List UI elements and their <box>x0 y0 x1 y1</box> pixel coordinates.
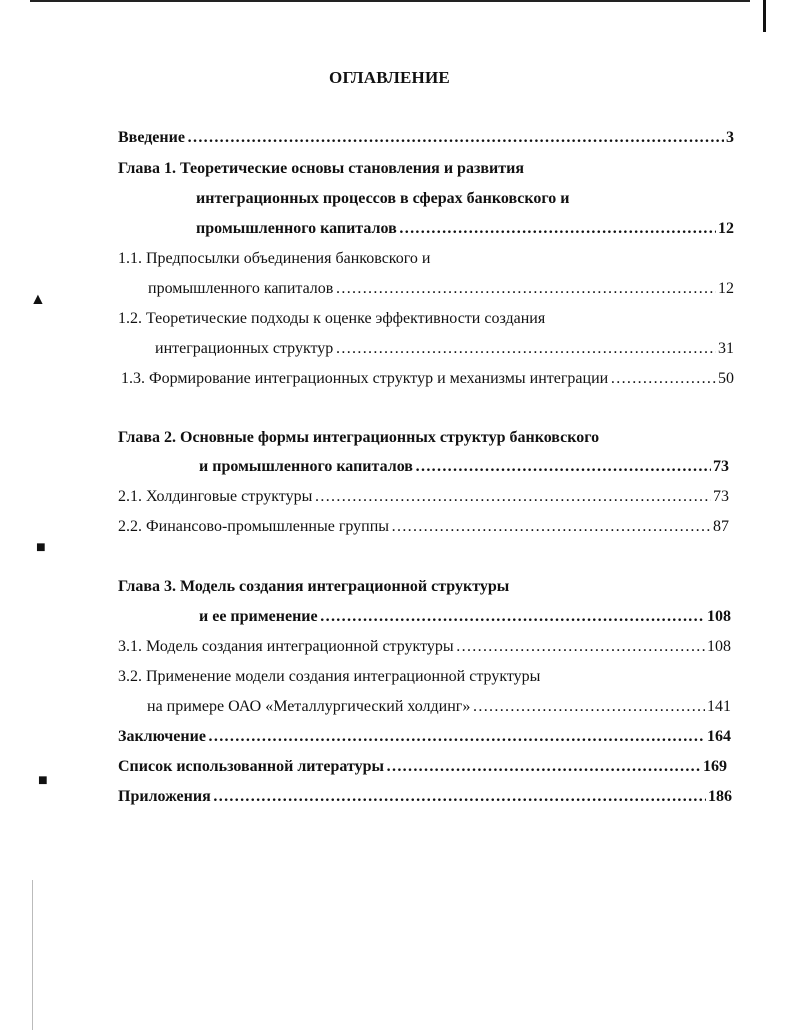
toc-entry-label: Заключение <box>118 728 206 745</box>
toc-leader-dots <box>391 517 711 537</box>
scan-speck: ■ <box>36 539 46 556</box>
toc-leader-dots <box>187 128 724 148</box>
toc-entry-label: на примере ОАО «Металлургический холдинг» <box>147 698 471 715</box>
toc-section-3-2[interactable] <box>147 697 731 717</box>
toc-section-1-2-line1[interactable]: 1.2. Теоретические подходы к оценке эффективности создания <box>118 310 546 327</box>
toc-chapter-3[interactable] <box>199 607 731 627</box>
toc-leader-dots <box>399 219 716 239</box>
toc-entry-label: промышленного капиталов <box>148 280 334 297</box>
toc-section-1-2[interactable] <box>155 339 734 359</box>
scan-edge-right <box>763 0 766 32</box>
toc-section-2-1[interactable] <box>118 487 729 507</box>
toc-entry-intro[interactable] <box>118 128 734 148</box>
toc-leader-dots <box>208 727 705 747</box>
page-title: ОГЛАВЛЕНИЕ <box>329 68 450 87</box>
toc-entry-label: промышленного капиталов <box>196 220 397 237</box>
toc-entry-label: интеграционных структур <box>155 340 334 357</box>
toc-page-number: 141 <box>707 698 731 715</box>
toc-page-number: 73 <box>713 488 729 505</box>
toc-entry-label: 2.1. Холдинговые структуры <box>118 488 313 505</box>
toc-leader-dots <box>610 369 716 389</box>
toc-page-number: 87 <box>713 518 729 535</box>
toc-section-3-1[interactable] <box>118 637 731 657</box>
toc-chapter-1-line2[interactable]: интеграционных процессов в сферах банковского и <box>196 190 570 207</box>
toc-entry-label: 3.1. Модель создания интеграционной структуры <box>118 638 454 655</box>
toc-entry-references[interactable] <box>118 757 727 777</box>
toc-leader-dots <box>335 339 716 359</box>
toc-leader-dots <box>314 487 711 507</box>
scan-speck: ■ <box>38 772 48 789</box>
toc-page-number: 50 <box>718 370 734 387</box>
toc-entry-label: и промышленного капиталов <box>199 458 413 475</box>
toc-entry-conclusion[interactable] <box>118 727 731 747</box>
toc-leader-dots <box>320 607 705 627</box>
toc-section-1-1[interactable] <box>148 279 734 299</box>
scan-speck: ▲ <box>30 291 46 308</box>
toc-leader-dots <box>386 757 701 777</box>
toc-page-number: 108 <box>707 638 731 655</box>
toc-page-number: 108 <box>707 608 731 625</box>
toc-entry-label: Список использованной литературы <box>118 758 384 775</box>
toc-section-1-1-line1[interactable]: 1.1. Предпосылки объединения банковского и <box>118 250 431 267</box>
toc-chapter-2-line1[interactable]: Глава 2. Основные формы интеграционных структур банковского <box>118 429 600 446</box>
toc-leader-dots <box>456 637 705 657</box>
toc-entry-label: 2.2. Финансово-промышленные группы <box>118 518 390 535</box>
toc-leader-dots <box>415 457 711 477</box>
toc-page-number: 186 <box>708 788 732 805</box>
toc-leader-dots <box>335 279 716 299</box>
toc-entry-label: Введение <box>118 129 185 146</box>
toc-section-1-3[interactable] <box>121 369 734 389</box>
toc-chapter-1[interactable] <box>196 219 734 239</box>
toc-page-number: 31 <box>718 340 734 357</box>
toc-section-2-2[interactable] <box>118 517 729 537</box>
toc-page-number: 164 <box>707 728 731 745</box>
toc-leader-dots <box>213 787 706 807</box>
toc-chapter-3-line1[interactable]: Глава 3. Модель создания интеграционной структуры <box>118 578 510 595</box>
toc-section-3-2-line1[interactable]: 3.2. Применение модели создания интеграционной структуры <box>118 668 541 685</box>
toc-page-number: 3 <box>726 129 734 146</box>
scan-edge-left <box>32 880 33 1030</box>
scan-edge-top <box>30 0 750 2</box>
toc-page-number: 12 <box>718 280 734 297</box>
toc-entry-label: Приложения <box>118 788 211 805</box>
toc-leader-dots <box>472 697 705 717</box>
toc-entry-label: 1.3. Формирование интеграционных структур и механизмы интеграции <box>121 370 609 387</box>
toc-page-number: 169 <box>703 758 727 775</box>
toc-chapter-2[interactable] <box>199 457 729 477</box>
toc-entry-appendix[interactable] <box>118 787 732 807</box>
toc-page-number: 73 <box>713 458 729 475</box>
toc-chapter-1-line1[interactable]: Глава 1. Теоретические основы становления и развития <box>118 160 524 177</box>
toc-page-number: 12 <box>718 220 734 237</box>
toc-entry-label: и ее применение <box>199 608 318 625</box>
